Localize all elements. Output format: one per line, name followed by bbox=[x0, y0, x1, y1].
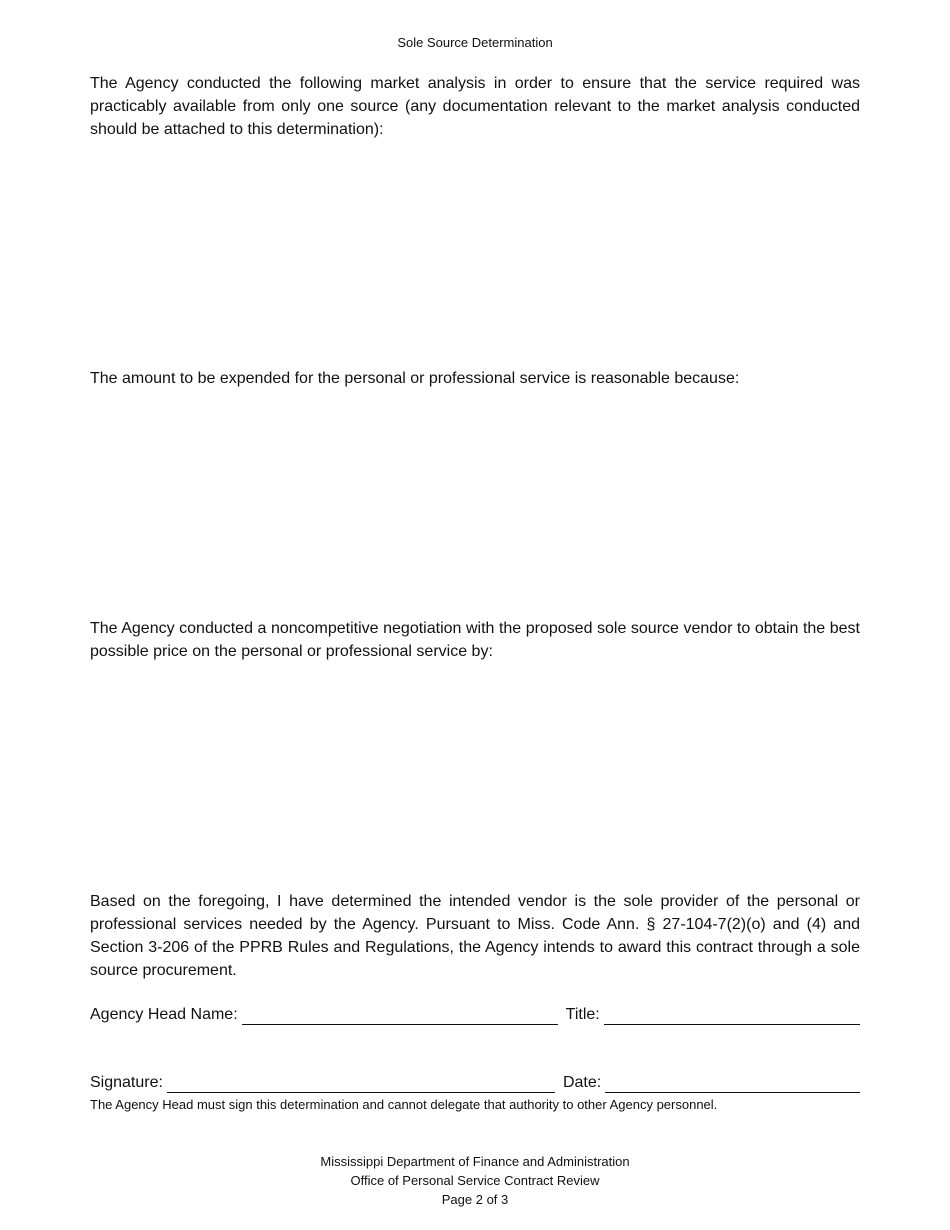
title-label: Title: bbox=[565, 1006, 600, 1023]
title-field[interactable] bbox=[604, 1009, 860, 1025]
signature-label: Signature: bbox=[90, 1074, 163, 1091]
date-field[interactable] bbox=[605, 1077, 860, 1093]
signature-field[interactable] bbox=[167, 1077, 555, 1093]
footer-department: Mississippi Department of Finance and Administration bbox=[320, 1154, 630, 1169]
page-header-title: Sole Source Determination bbox=[397, 35, 553, 50]
agency-head-row bbox=[90, 1005, 860, 1025]
signature-row bbox=[90, 1073, 860, 1093]
date-label: Date: bbox=[562, 1074, 602, 1091]
negotiation-paragraph: The Agency conducted a noncompetitive negotiation with the proposed sole source vendor to obtain the best possible price on the personal or professional service by: bbox=[90, 620, 860, 660]
agency-head-name-field[interactable] bbox=[242, 1009, 558, 1025]
amount-reasonable-paragraph: The amount to be expended for the personal or professional service is reasonable because: bbox=[90, 370, 740, 387]
page-footer bbox=[0, 1152, 950, 1209]
market-analysis-paragraph: The Agency conducted the following market analysis in order to ensure that the service required was practicably available from only one source (any documentation relevant to the market analysis conducted should be attached to this determination): bbox=[90, 75, 860, 138]
signature-note: The Agency Head must sign this determination and cannot delegate that authority to other Agency personnel. bbox=[90, 1097, 718, 1112]
footer-office: Office of Personal Service Contract Review bbox=[350, 1173, 600, 1188]
conclusion-paragraph: Based on the foregoing, I have determined the intended vendor is the sole provider of the personal or professional services needed by the Agency. Pursuant to Miss. Code Ann. § 27-104-7(2)(o) and (4) and Section 3-206 of the PPRB Rules and Regulations, the Agency intends to award this contract through a sole source procurement. bbox=[90, 893, 860, 979]
footer-page-number: Page 2 of 3 bbox=[441, 1192, 509, 1207]
agency-head-name-label: Agency Head Name: bbox=[90, 1006, 238, 1023]
